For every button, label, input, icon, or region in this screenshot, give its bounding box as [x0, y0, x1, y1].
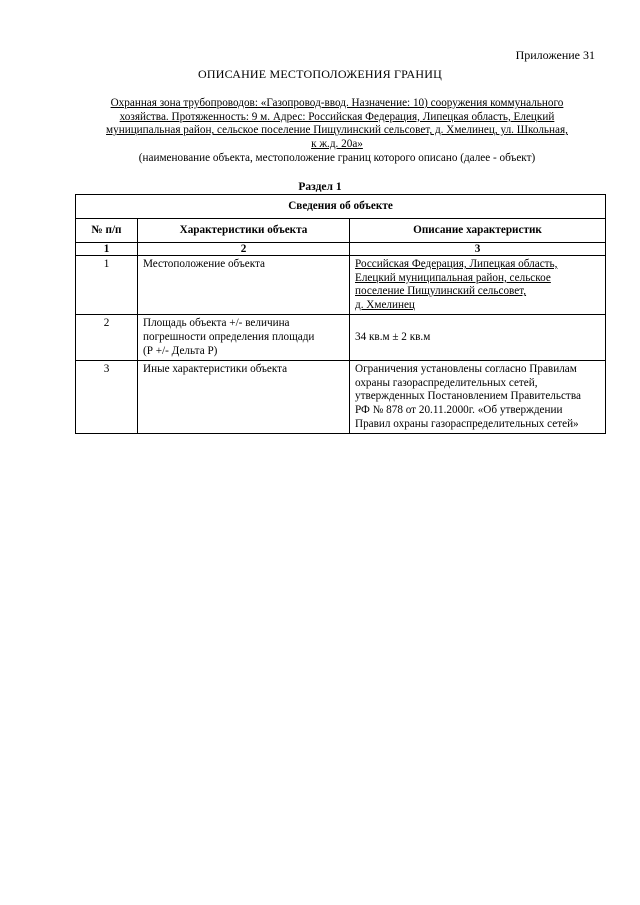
object-line-2: хозяйства. Протяженность: 9 м. Адрес: Российская Федерация, Липецкая область, Елецкий: [119, 110, 555, 123]
row-number: 3: [76, 361, 138, 434]
description-line: Российская Федерация, Липецкая область,: [355, 258, 558, 270]
table-row: [76, 315, 606, 361]
characteristic-line: (Р +/- Дельта Р): [143, 344, 218, 357]
table-caption-row: [76, 195, 606, 219]
row-number: 1: [76, 256, 138, 315]
description-line: Правил охраны газораспределительных сетей»: [355, 417, 579, 430]
description-line: утвержденных Постановлением Правительства: [355, 390, 581, 403]
object-line-3: муниципальная район, сельское поселение Пищулинский сельсовет, д. Хмелинец, ул. Школьная,: [106, 124, 568, 137]
object-info-table: [75, 194, 606, 434]
row-number: 2: [76, 315, 138, 361]
header-number: № п/п: [76, 219, 138, 243]
header-characteristic: Характеристики объекта: [138, 219, 350, 243]
characteristic-line: погрешности определения площади: [143, 330, 315, 343]
description-line: Елецкий муниципальная район, сельское: [355, 271, 551, 284]
table-number-row: [76, 243, 606, 256]
description-line: д. Хмелинец: [355, 298, 415, 311]
table-row: [76, 361, 606, 434]
object-line-4: к ж.д. 20а»: [311, 137, 363, 150]
object-description: [80, 97, 594, 151]
description-line: РФ № 878 от 20.11.2000г. «Об утверждении: [355, 403, 563, 416]
column-number-3: 3: [350, 243, 606, 256]
header-description: Описание характеристик: [350, 219, 606, 243]
description-line: Ограничения установлены согласно Правилам: [355, 363, 577, 376]
table-caption: Сведения об объекте: [76, 195, 606, 219]
table-header-row: [76, 219, 606, 243]
row-characteristic: Иные характеристики объекта: [138, 361, 350, 434]
document-title: ОПИСАНИЕ МЕСТОПОЛОЖЕНИЯ ГРАНИЦ: [198, 67, 442, 81]
section-heading: Раздел 1: [298, 181, 342, 193]
object-caption: (наименование объекта, местоположение границ которого описано (далее - объект): [138, 152, 536, 164]
row-characteristic: [138, 315, 350, 361]
characteristic-line: Площадь объекта +/- величина: [143, 317, 290, 330]
row-description: 34 кв.м ± 2 кв.м: [350, 315, 606, 361]
appendix-label: Приложение 31: [515, 48, 595, 62]
column-number-1: 1: [76, 243, 138, 256]
row-characteristic: Местоположение объекта: [138, 256, 350, 315]
description-line: поселение Пищулинский сельсовет,: [355, 285, 527, 298]
column-number-2: 2: [138, 243, 350, 256]
table-row: [76, 256, 606, 315]
object-line-1: Охранная зона трубопроводов: «Газопровод-ввод. Назначение: 10) сооружения коммунального: [110, 97, 564, 109]
description-line: охраны газораспределительных сетей,: [355, 376, 538, 389]
row-description: [350, 361, 606, 434]
row-description: [350, 256, 606, 315]
